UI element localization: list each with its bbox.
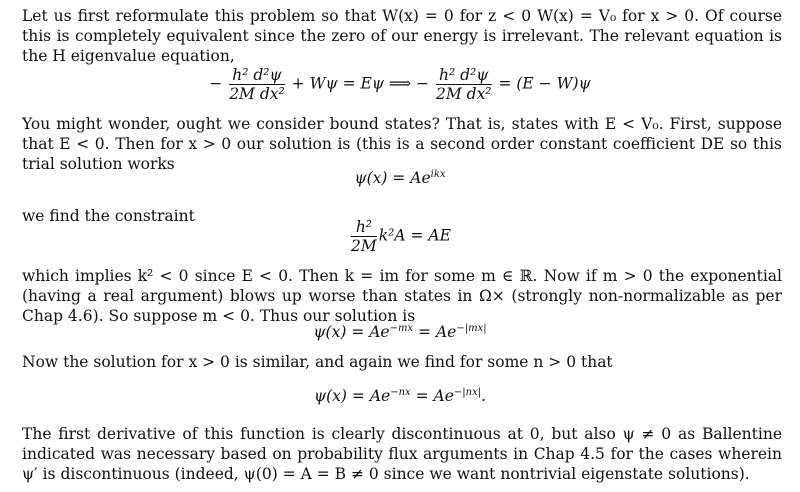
equation-eigenvalue [0, 66, 800, 103]
equation-constraint [0, 218, 800, 255]
paragraph-implies: which implies k² < 0 since E < 0. Then k = im for some m ∈ ℝ. Now if m > 0 the exponential (having a real argument) blows up worse than states in Ω× (strongly non-normalizable as per Chap 4.6). So suppose m < 0. Thus our solution is [22, 267, 782, 325]
eq4-base: ψ(x) = Ae [313, 323, 390, 341]
eq1-right: = (E − W)ψ [498, 74, 591, 93]
eq2-exponent: ikx [430, 168, 446, 180]
eq5-exponent-2: −|nx| [453, 386, 482, 398]
paragraph-bound-states: You might wonder, ought we consider bound states? That is, states with E < V₀. First, suppose that E < 0. Then for x > 0 our solution is (this is a second order constant coefficient DE so this trial solution works [22, 115, 782, 173]
eq1-rhs-numerator: h² d²ψ [436, 66, 492, 85]
eq5-end: . [481, 387, 487, 405]
eq1-minus: − [209, 74, 223, 93]
equation-trial-solution [0, 168, 800, 188]
eq4-exponent-1: −mx [389, 322, 414, 334]
eq3-fraction [351, 218, 377, 255]
eq3-rest: k²A = AE [378, 226, 451, 245]
eq5-exponent-1: −nx [390, 386, 411, 398]
paragraph-similar: Now the solution for x > 0 is similar, and again we find for some n > 0 that [22, 353, 613, 371]
equation-solution-n [0, 386, 800, 406]
paragraph-constraint: we find the constraint [22, 207, 195, 225]
eq1-lhs-fraction [229, 66, 285, 103]
eq5-base: ψ(x) = Ae [313, 387, 391, 405]
eq4-exponent-2: −|mx| [456, 322, 487, 334]
eq1-rhs-denominator: 2M dx² [435, 85, 492, 103]
paragraph-derivative: The first derivative of this function is clearly discontinuous at 0, but also ψ ≠ 0 as Ballentine indicated was necessary based on probability flux arguments in Chap 4.5 for the cases wherein ψ′ is discontinuous (indeed, ψ(0) = A = B ≠ 0 since we want nontrivial eigenstate solutions). [22, 425, 782, 483]
eq1-rhs-fraction [436, 66, 492, 103]
eq3-numerator: h² [351, 218, 377, 237]
eq1-middle: + Wψ = Eψ ⟹ − [291, 74, 430, 93]
eq4-mid: = Ae [413, 323, 457, 341]
eq3-denominator: 2M [351, 237, 377, 255]
eq1-lhs-numerator: h² d²ψ [229, 66, 285, 85]
paragraph-intro: Let us first reformulate this problem so that W(x) = 0 for z < 0 W(x) = V₀ for x > 0. Of course this is completely equivalent since the zero of our energy is irrelevant. The relevant equation is the H eigenvalue equation, [22, 7, 782, 65]
eq2-base: ψ(x) = Ae [354, 169, 431, 187]
eq1-lhs-denominator: 2M dx² [229, 85, 285, 103]
equation-solution-m [0, 322, 800, 342]
eq5-mid: = Ae [410, 387, 454, 405]
